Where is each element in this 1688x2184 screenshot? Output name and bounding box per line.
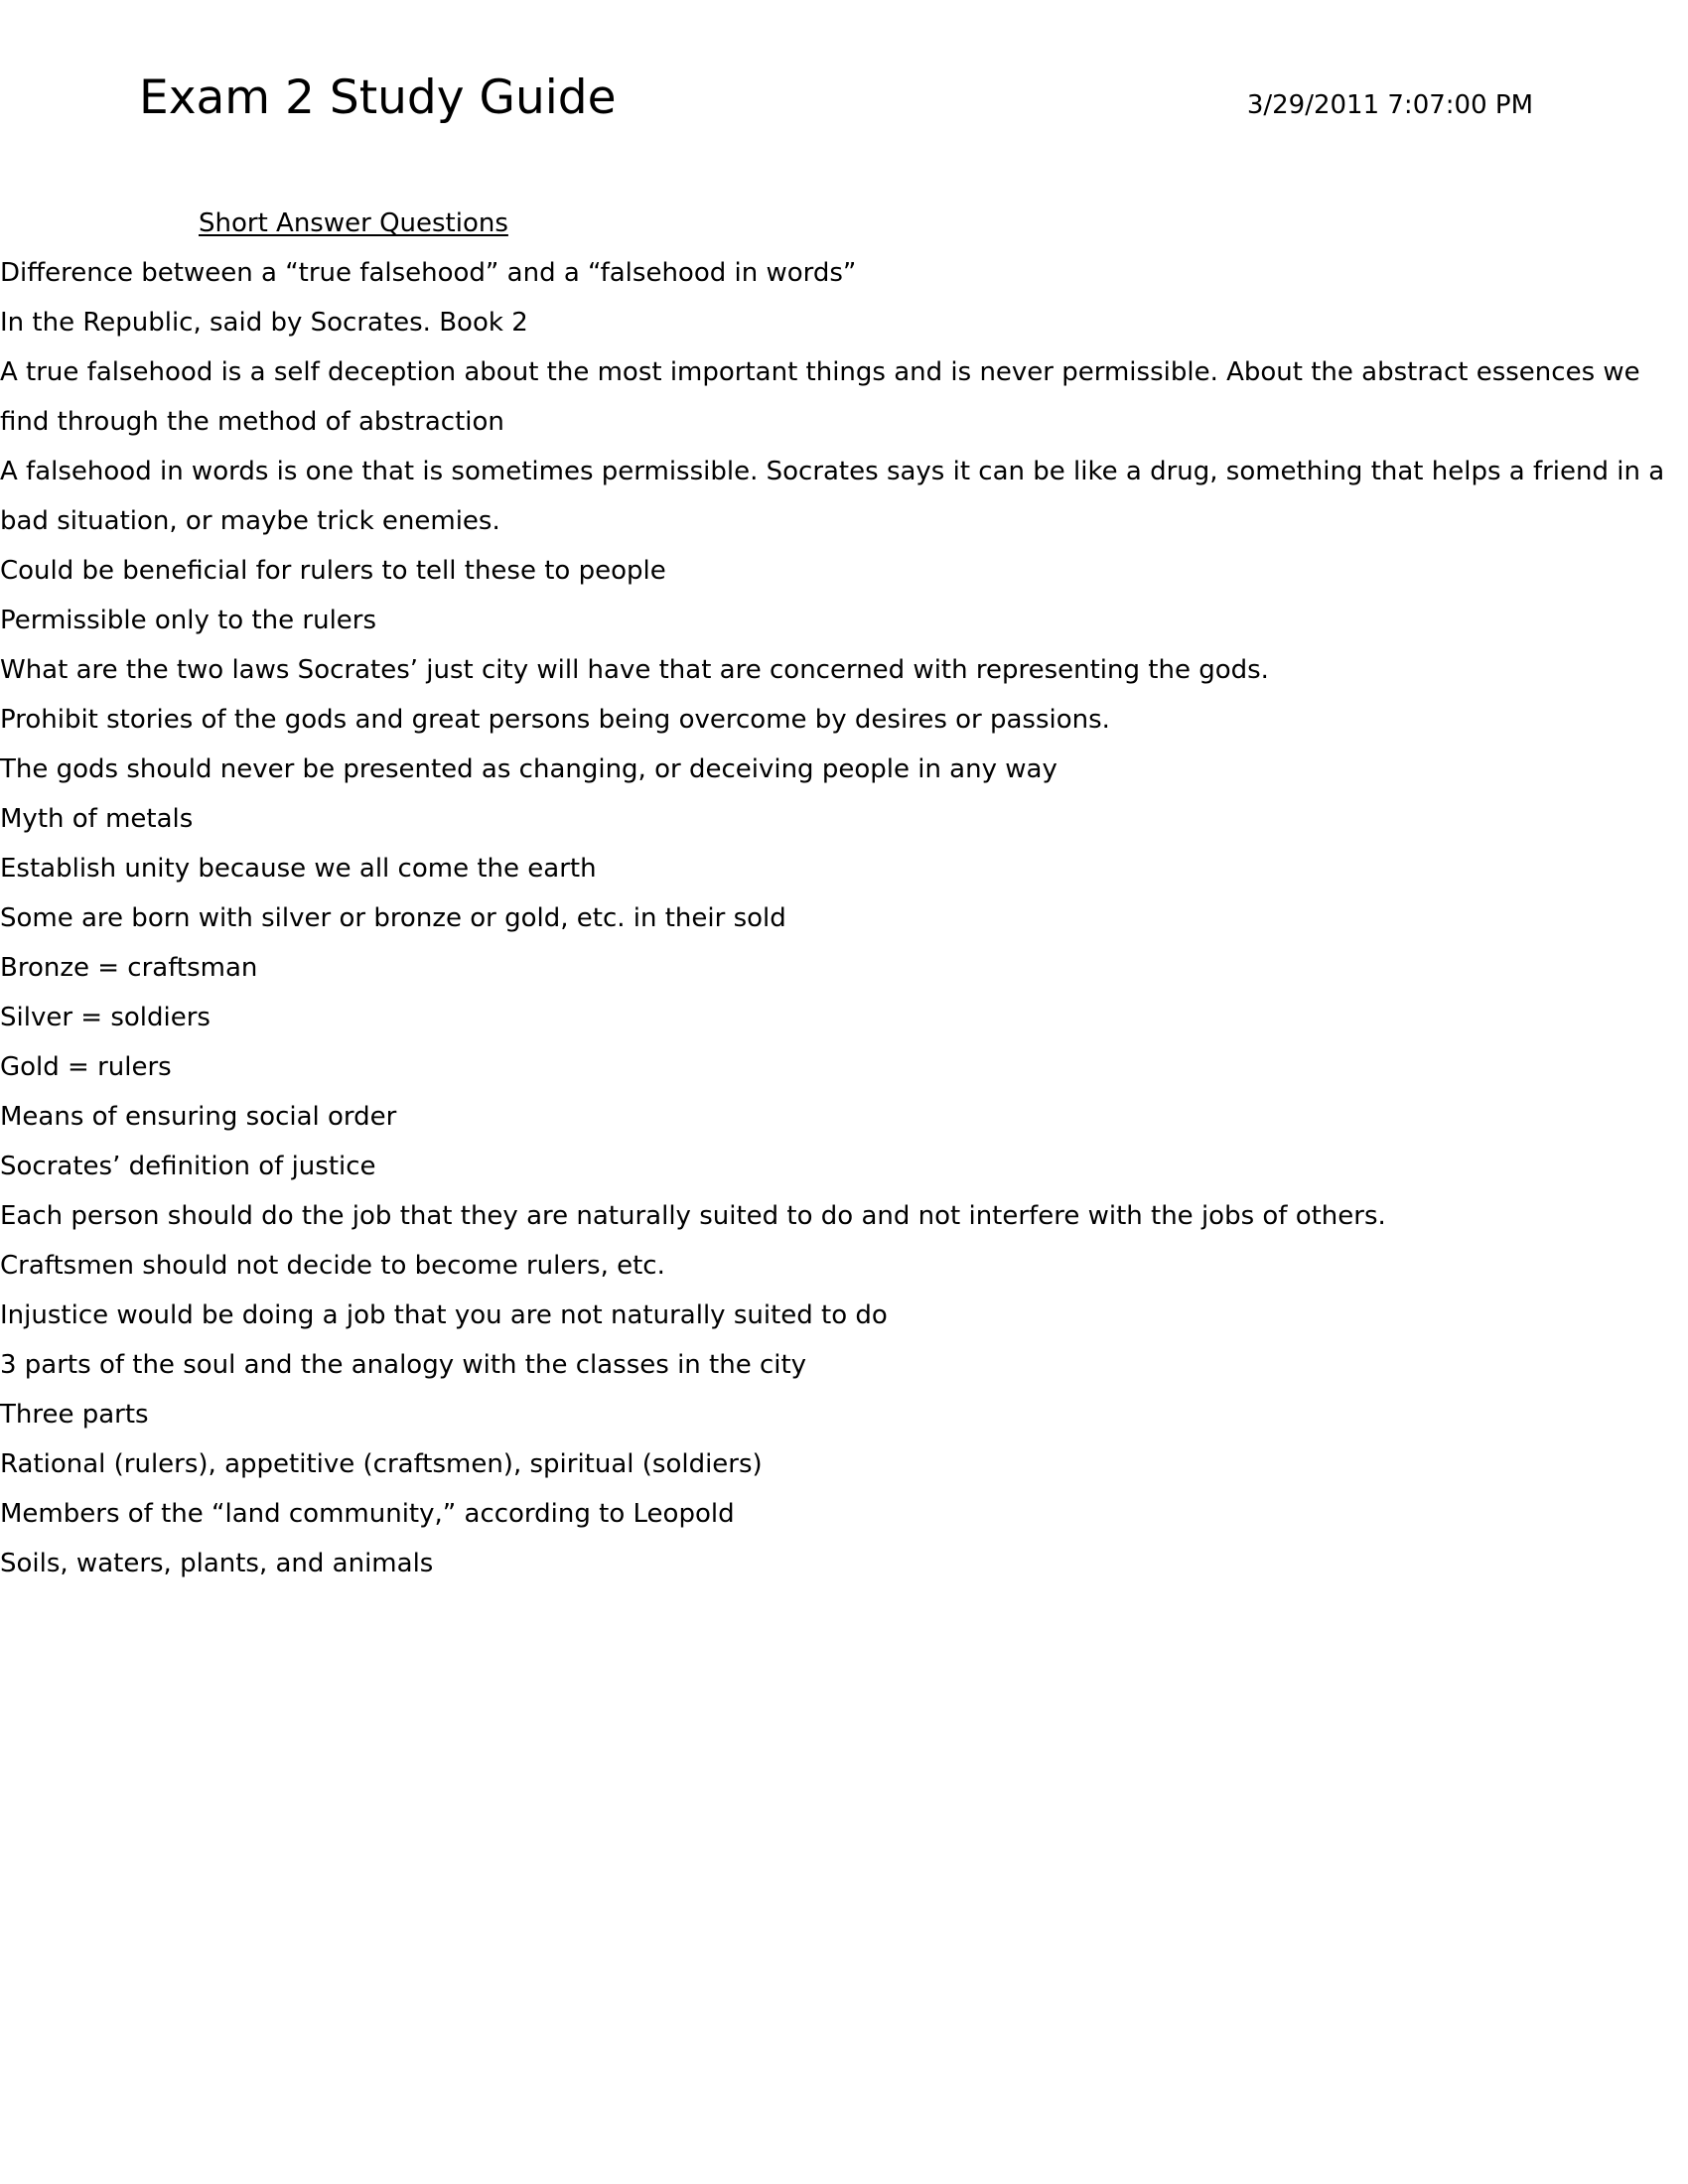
list-item-text: Some are born with silver or bronze or gold, etc. in their sold — [0, 903, 786, 933]
list-item-text: Myth of metals — [0, 804, 194, 834]
list-item — [0, 993, 1688, 1042]
list-item-text: Establish unity because we all come the earth — [0, 854, 597, 884]
list-item — [0, 1291, 1688, 1340]
list-item — [0, 1390, 1688, 1439]
list-item-text: The gods should never be presented as changing, or deceiving people in any way — [0, 754, 1057, 784]
list-item — [0, 1340, 1688, 1390]
outline-list — [0, 248, 1688, 1588]
list-item — [0, 1142, 1688, 1191]
list-item — [0, 1092, 1688, 1142]
list-item-text: Silver = soldiers — [0, 1003, 211, 1032]
document-header — [139, 70, 1539, 125]
list-item-text: What are the two laws Socrates’ just city will have that are concerned with representing the gods. — [0, 655, 1269, 685]
list-item-text: In the Republic, said by Socrates. Book 2 — [0, 308, 528, 338]
list-item-text: Three parts — [0, 1400, 149, 1430]
list-item-text: Soils, waters, plants, and animals — [0, 1549, 434, 1578]
list-item — [0, 794, 1688, 844]
list-item-text: Rational (rulers), appetitive (craftsmen), spiritual (soldiers) — [0, 1449, 763, 1479]
list-item-text: Each person should do the job that they are naturally suited to do and not interfere with the jobs of others. — [0, 1201, 1386, 1231]
list-item — [0, 1042, 1688, 1092]
list-item-text: Socrates’ definition of justice — [0, 1152, 376, 1181]
list-item-text: Permissible only to the rulers — [0, 606, 377, 635]
list-item-text: Means of ensuring social order — [0, 1102, 397, 1132]
list-item — [0, 298, 1688, 347]
list-item-text: Bronze = craftsman — [0, 953, 258, 983]
list-item-text: Gold = rulers — [0, 1052, 172, 1082]
list-item-text: Could be beneficial for rulers to tell these to people — [0, 556, 666, 586]
list-item — [0, 1191, 1688, 1241]
section-heading-short-answer-questions: Short Answer Questions — [199, 208, 508, 238]
list-item — [0, 447, 1688, 546]
list-item — [0, 943, 1688, 993]
list-item-text: Craftsmen should not decide to become rulers, etc. — [0, 1251, 665, 1281]
list-item-text: Members of the “land community,” according to Leopold — [0, 1499, 735, 1529]
list-item — [0, 893, 1688, 943]
document-timestamp: 3/29/2011 7:07:00 PM — [1246, 90, 1533, 120]
list-item — [0, 1539, 1688, 1588]
list-item — [0, 1489, 1688, 1539]
list-item — [0, 1241, 1688, 1291]
list-item-text: Difference between a “true falsehood” and a “falsehood in words” — [0, 258, 857, 288]
list-item — [0, 596, 1688, 645]
section-heading-row — [0, 199, 1688, 248]
list-item — [0, 1439, 1688, 1489]
list-item — [0, 546, 1688, 596]
list-item-text: A falsehood in words is one that is sometimes permissible. Socrates says it can be like a drug, something that helps a friend in a bad situation, or maybe trick enemies. — [0, 457, 1665, 536]
list-item — [0, 248, 1688, 298]
document-body — [0, 199, 1688, 1588]
page-title: Exam 2 Study Guide — [139, 70, 617, 125]
list-item-text: Prohibit stories of the gods and great persons being overcome by desires or passions. — [0, 705, 1110, 735]
list-item-text: Injustice would be doing a job that you are not naturally suited to do — [0, 1300, 888, 1330]
list-item-text: 3 parts of the soul and the analogy with the classes in the city — [0, 1350, 807, 1380]
list-item — [0, 844, 1688, 893]
list-item — [0, 347, 1688, 447]
list-item — [0, 745, 1688, 794]
list-item — [0, 645, 1688, 695]
list-item-text: A true falsehood is a self deception about the most important things and is never permissible. About the abstract essences we find through the method of abstraction — [0, 357, 1640, 437]
list-item — [0, 695, 1688, 745]
